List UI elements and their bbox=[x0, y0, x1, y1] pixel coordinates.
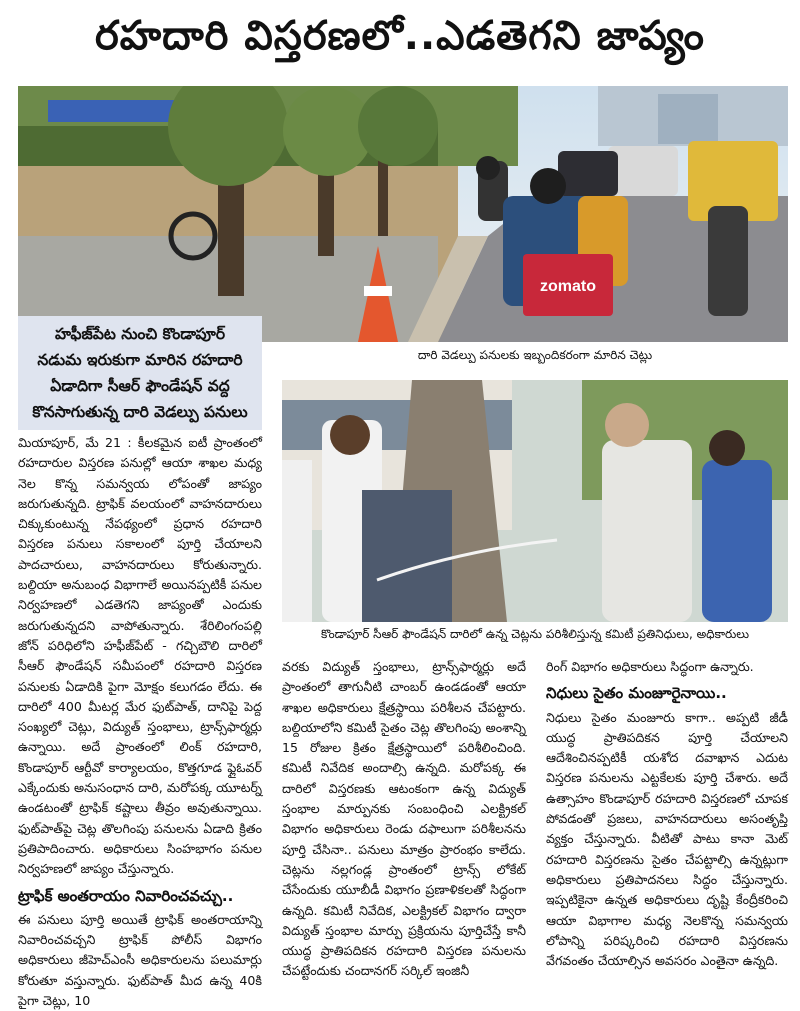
photo1-caption: దారి వెడల్పు పనులకు ఇబ్బందికరంగా మారిన చెట్లు bbox=[417, 348, 653, 362]
photo-road-traffic bbox=[18, 86, 788, 342]
article-paragraph: నిధులు సైతం మంజూరు కాగా.. అప్పటి జీడీ యుద్ధ ప్రాతిపదికన పూర్తి చేయాలని ఆదేశించినప్పటికీ యశోద దవాఖాన ఎదుట విస్తరణ పనులను ఎట్టకేలకు పూర్తి చేశారు. అదే ఉత్సాహం కొండాపూర్‌ రహదారి విస్తరణలో చూపక పోవడంతో ప్రజలు, వాహనదారులు అసంతృప్తి వ్యక్తం చేస్తున్నారు. వీటితో పాటు కానా మెట్‌ రహదారి విస్తరణను సైతం చేపట్టాల్సి ఉన్నట్లుగా అధికారులు ప్రతిపాదనలు సిద్ధం చేస్తున్నారు. ఇప్పటికైనా ఉన్నత అధికారులు దృష్టి కేంద్రీకరించి ఆయా విభాగాల మధ్య నెలకొన్న సమన్వయ లోపాన్ని పరిష్కరించి రహదారి విస్తరణను వేగవంతం చేయాల్సిన అవసరం ఎంతైనా ఉన్నది. bbox=[546, 709, 788, 969]
headline: రహదారి విస్తరణలో..ఎడతెగని జాప్యం bbox=[95, 13, 705, 59]
deck-line: హఫీజ్‌పేట నుంచి కొండాపూర్‌ bbox=[54, 325, 226, 343]
photo-committee-inspection bbox=[282, 380, 788, 622]
article-column-1 bbox=[18, 433, 262, 1011]
article-column-2 bbox=[282, 657, 526, 982]
deck-line: ఏడాదిగా సీఆర్‌ ఫౌండేషన్‌ వద్ద bbox=[50, 377, 230, 395]
article-paragraph: రింగ్‌ విభాగం అధికారులు సిద్ధంగా ఉన్నారు. bbox=[546, 659, 754, 674]
delivery-bag-logo: zomato bbox=[540, 278, 596, 295]
deck-box bbox=[18, 316, 262, 430]
article-paragraph: మియాపూర్, మే 21 : కీలకమైన ఐటీ ప్రాంతంలో రహదారుల విస్తరణ పనుల్లో ఆయా శాఖల మధ్య నెల కొన్న సమన్వయ లోపంతో జాప్యం జరుగుతున్నది. ట్రాఫిక్‌ వలయంలో వాహనదారులు చిక్కుకుంటున్న నేపథ్యంలో ప్రధాన రహదారి విస్తరణ పనులు సకాలంలో పూర్తి చేయాలని పాదచారులు, వాహనదారులు కోరుతున్నారు. బల్దియా అనుబంధ విభాగాలే అయినప్పటికీ పనుల నిర్వహణలో ఎడతెగని జాప్యంతో ఎందుకు జరుగుతున్నదని వాపోతున్నారు. శేరిలింగంపల్లి జోన్‌ పరిధిలోని హఫీజ్‌పేట్‌ - గచ్చిబౌలి దారిలో సీఆర్‌ ఫౌండేషన్‌ సమీపంలో రహదారి విస్తరణ పనులకు ఏడాదికి పైగా మోక్షం కలుగడం లేదు. ఈ దారిలో 400 మీటర్ల మేర ఫుట్‌పాత్, దానిపై పెద్ద సంఖ్యలో చెట్లు, విద్యుత్‌ స్తంభాలు, ట్రాన్స్‌ఫార్మర్లు ఉన్నాయి. అదే ప్రాంతంలో లింక్‌ రహదారి, కొండాపూర్‌ ఆర్టీవో కార్యాలయం, కొత్తగూడ ఫ్లైఓవర్‌ ఎక్కేందుకు అనుసంధాన దారి, మరోపక్క యూటర్న్‌ ఉండటంతో ట్రాఫిక్‌ కష్టాలు తీవ్రం అవుతున్నాయి. ఫుట్‌పాత్‌పై చెట్ల తొలగింపు పనులను ఏడాది క్రితం ప్రతిపాదించారు. అధికారులు సింహభాగం పనుల నిర్వహణలో జాప్యం చేస్తున్నారు. bbox=[18, 435, 262, 877]
deck-line: నడుమ ఇరుకుగా మారిన రహదారి bbox=[37, 351, 243, 369]
article-paragraph: వరకు విద్యుత్‌ స్తంభాలు, ట్రాన్స్‌ఫార్మర్లు అదే ప్రాంతంలో తాగునీటి చాంబర్‌ ఉండడంతో ఆయా శాఖల అధికారులు క్షేత్రస్థాయి పరిశీలన చేపట్టారు. బల్దియాలోని కమిటీ సైతం చెట్ల తొలగింపు అంశాన్ని 15 రోజుల క్రితం క్షేత్రస్థాయిలో పరిశీలించింది. కమిటీ నివేదిక అందాల్సి ఉన్నది. మరోపక్క ఈ దారిలో విస్తరణకు ఆటంకంగా ఉన్న విద్యుత్‌ స్తంభాల మార్పునకు సంబంధించి ఎలక్ట్రికల్‌ విభాగం అధికారులు రెండు దఫాలుగా పరిశీలనను పూర్తి చేసినా.. పనులు మాత్రం ప్రారంభం కాలేదు. చెట్లను నల్లగండ్ల ప్రాంతంలో ట్రాన్స్‌ లోకేట్‌ చేసేందుకు యూబీడీ విభాగం ప్రణాళికలతో సిద్ధంగా ఉన్నది. కమిటీ నివేదిక, ఎలక్ట్రికల్‌ విభాగం ద్వారా విద్యుత్‌ స్తంభాల మార్పు ప్రక్రియను పూర్తిచేస్తే కానీ యుద్ధ ప్రాతిపదికన రహదారి విస్తరణ పనులను చేపట్టేందుకు చందానగర్‌ సర్కిల్‌ ఇంజినీ bbox=[282, 659, 526, 979]
subheading: ట్రాఫిక్‌ అంతరాయం నివారించవచ్చు.. bbox=[18, 886, 234, 905]
deck-line: కొనసాగుతున్న దారి వెడల్పు పనులు bbox=[32, 403, 248, 421]
photo2-caption: కొండాపూర్‌ సీఆర్‌ ఫౌండేషన్‌ దారిలో ఉన్న చెట్లను పరిశీలిస్తున్న కమిటీ ప్రతినిధులు, అధికారులు bbox=[321, 627, 749, 641]
article-column-3 bbox=[546, 657, 788, 971]
article-paragraph: ఈ పనులు పూర్తి అయితే ట్రాఫిక్‌ అంతరాయాన్ని నివారించవచ్చని ట్రాఫిక్‌ పోలీస్‌ విభాగం అధికారులు జీహెచ్‌ఎంసీ అధికారులను పలుమార్లు కోరుతూ వస్తున్నారు. ఫుట్‌పాత్‌ మీద ఉన్న 40కి పైగా చెట్లు, 10 bbox=[18, 911, 262, 1009]
inspection-illustration bbox=[282, 380, 788, 622]
road-illustration bbox=[18, 86, 788, 342]
subheading: నిధులు సైతం మంజూరైనాయి.. bbox=[546, 684, 727, 703]
